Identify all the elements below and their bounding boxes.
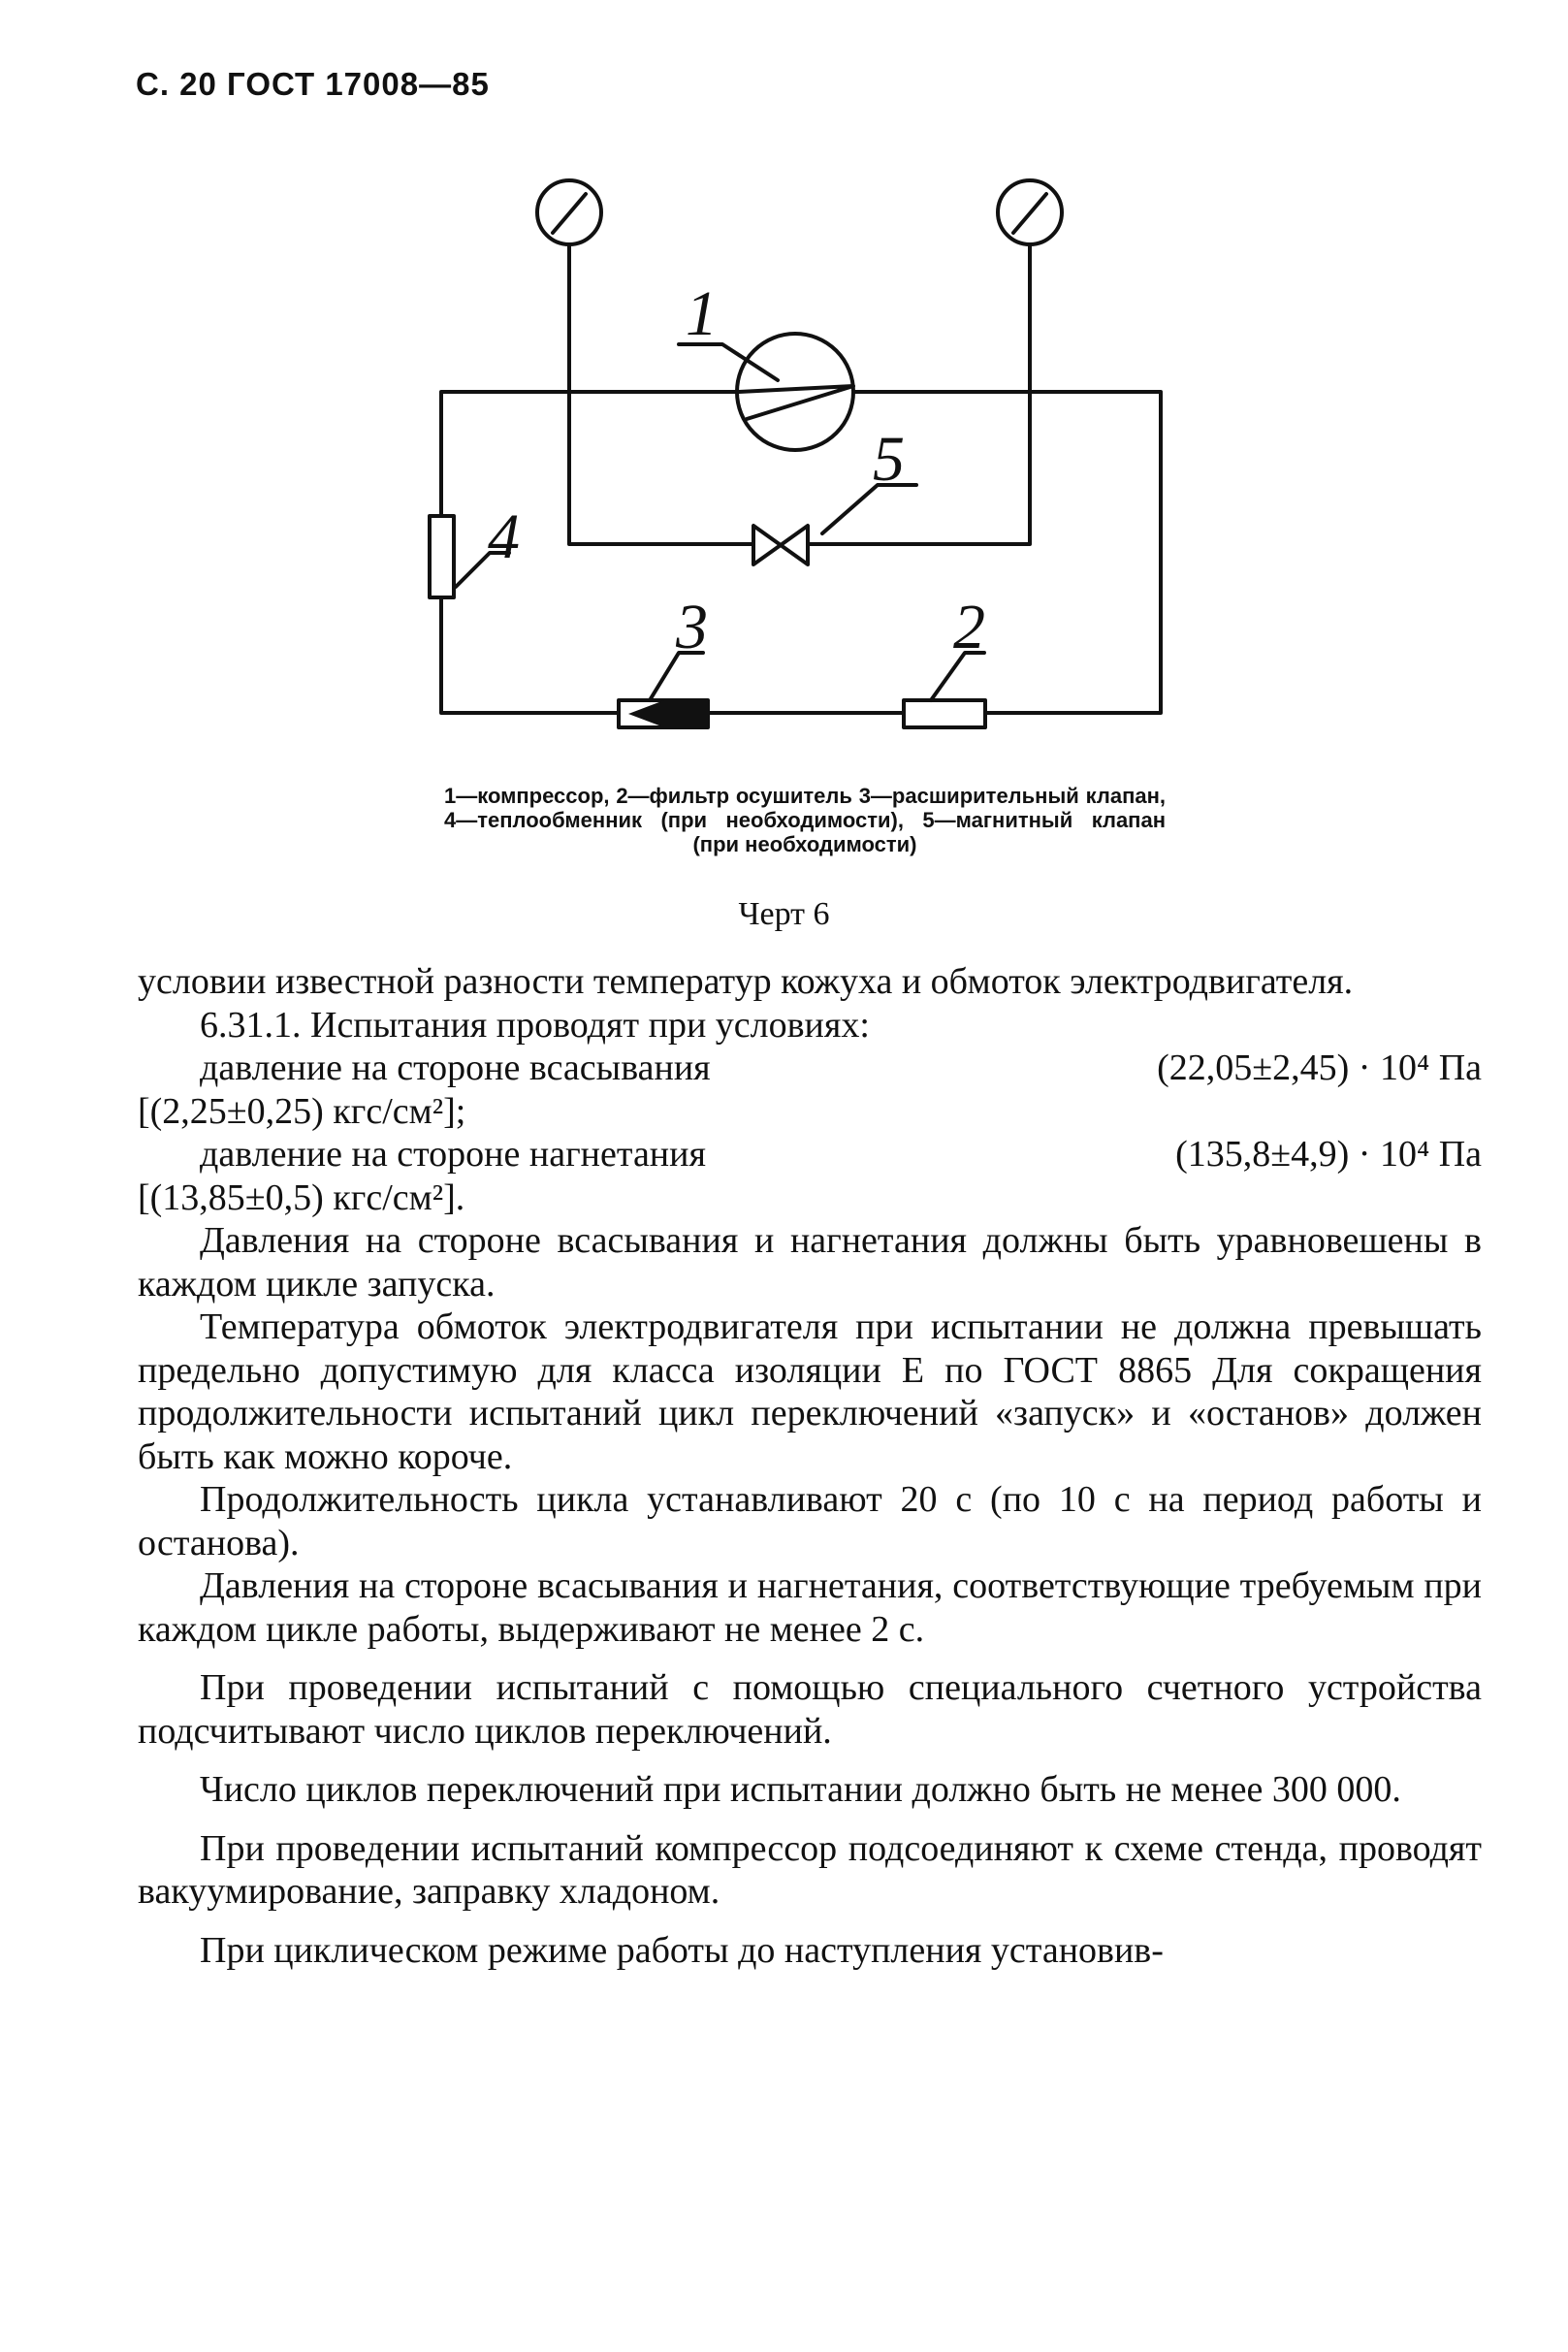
solenoid-valve-symbol	[753, 526, 808, 564]
figure-label-2: 2	[953, 592, 985, 662]
figure-label-3: 3	[676, 592, 708, 662]
condition-label: давление на стороне нагнетания	[200, 1134, 706, 1175]
paragraph: При проведении испытаний с помощью специального счетного устройства подсчитывают число циклов переключений.	[138, 1667, 1482, 1752]
figure-title: Черт 6	[738, 896, 830, 932]
condition-continuation: [(2,25±0,25) кгс/см²];	[138, 1090, 466, 1132]
paragraph: При циклическом режиме работы до наступления установив-	[200, 1929, 1164, 1971]
paragraph: Температура обмоток электродвигателя при испытании не должна превышать предельно допустимую для класса изоляции Е по ГОСТ 8865 Для сокращения продолжительности испытаний цикл переключений «запуск» и «останов» должен быть как можно короче.	[138, 1306, 1482, 1477]
paragraph: Давления на стороне всасывания и нагнетания, соответствующие требуемым при каждом цикле работы, выдерживают не менее 2 с.	[138, 1565, 1482, 1650]
page-header: С. 20 ГОСТ 17008—85	[136, 66, 490, 102]
document-body	[138, 960, 1482, 1972]
paragraph: условии известной разности температур кожуха и обмоток электродвигателя.	[138, 961, 1354, 1002]
paragraph: Давления на стороне всасывания и нагнетания должны быть уравновешены в каждом цикле запуска.	[138, 1220, 1482, 1305]
leader-1	[679, 344, 778, 380]
condition-continuation: [(13,85±0,5) кгс/см²].	[138, 1176, 465, 1218]
refrigeration-test-scheme	[0, 0, 1568, 776]
compressor-blade	[739, 386, 853, 419]
section-heading: 6.31.1. Испытания проводят при условиях:	[200, 1004, 870, 1046]
paragraph: Число циклов переключений при испытании должно быть не менее 300 000.	[200, 1769, 1401, 1810]
paragraph: Продолжительность цикла устанавливают 20 с (по 10 с на период работы и останова).	[138, 1479, 1482, 1563]
condition-value: (22,05±2,45) · 10⁴ Па	[1157, 1047, 1482, 1088]
figure-label-4: 4	[488, 501, 520, 572]
figure-label-1: 1	[686, 278, 718, 349]
condition-value: (135,8±4,9) · 10⁴ Па	[1175, 1134, 1482, 1175]
bypass-pipe-left	[569, 244, 752, 544]
condition-row	[138, 1133, 1482, 1176]
figure-label-5: 5	[873, 424, 905, 495]
filter-drier-symbol	[904, 700, 985, 727]
condition-label: давление на стороне всасывания	[200, 1047, 711, 1088]
paragraph: При проведении испытаний компрессор подсоединяют к схеме стенда, проводят вакуумирование, заправку хладоном.	[138, 1827, 1482, 1912]
bypass-pipe-right	[810, 244, 1030, 544]
outer-pipe-left-lower	[441, 599, 618, 713]
figure-caption: 1—компрессор, 2—фильтр осушитель 3—расширительный клапан, 4—теплообменник (при необходимости), 5—магнитный клапан (при необходимости)	[444, 784, 1166, 856]
condition-row	[138, 1047, 1482, 1090]
outer-pipe-top-left	[441, 392, 737, 514]
heat-exchanger-symbol	[430, 516, 454, 597]
